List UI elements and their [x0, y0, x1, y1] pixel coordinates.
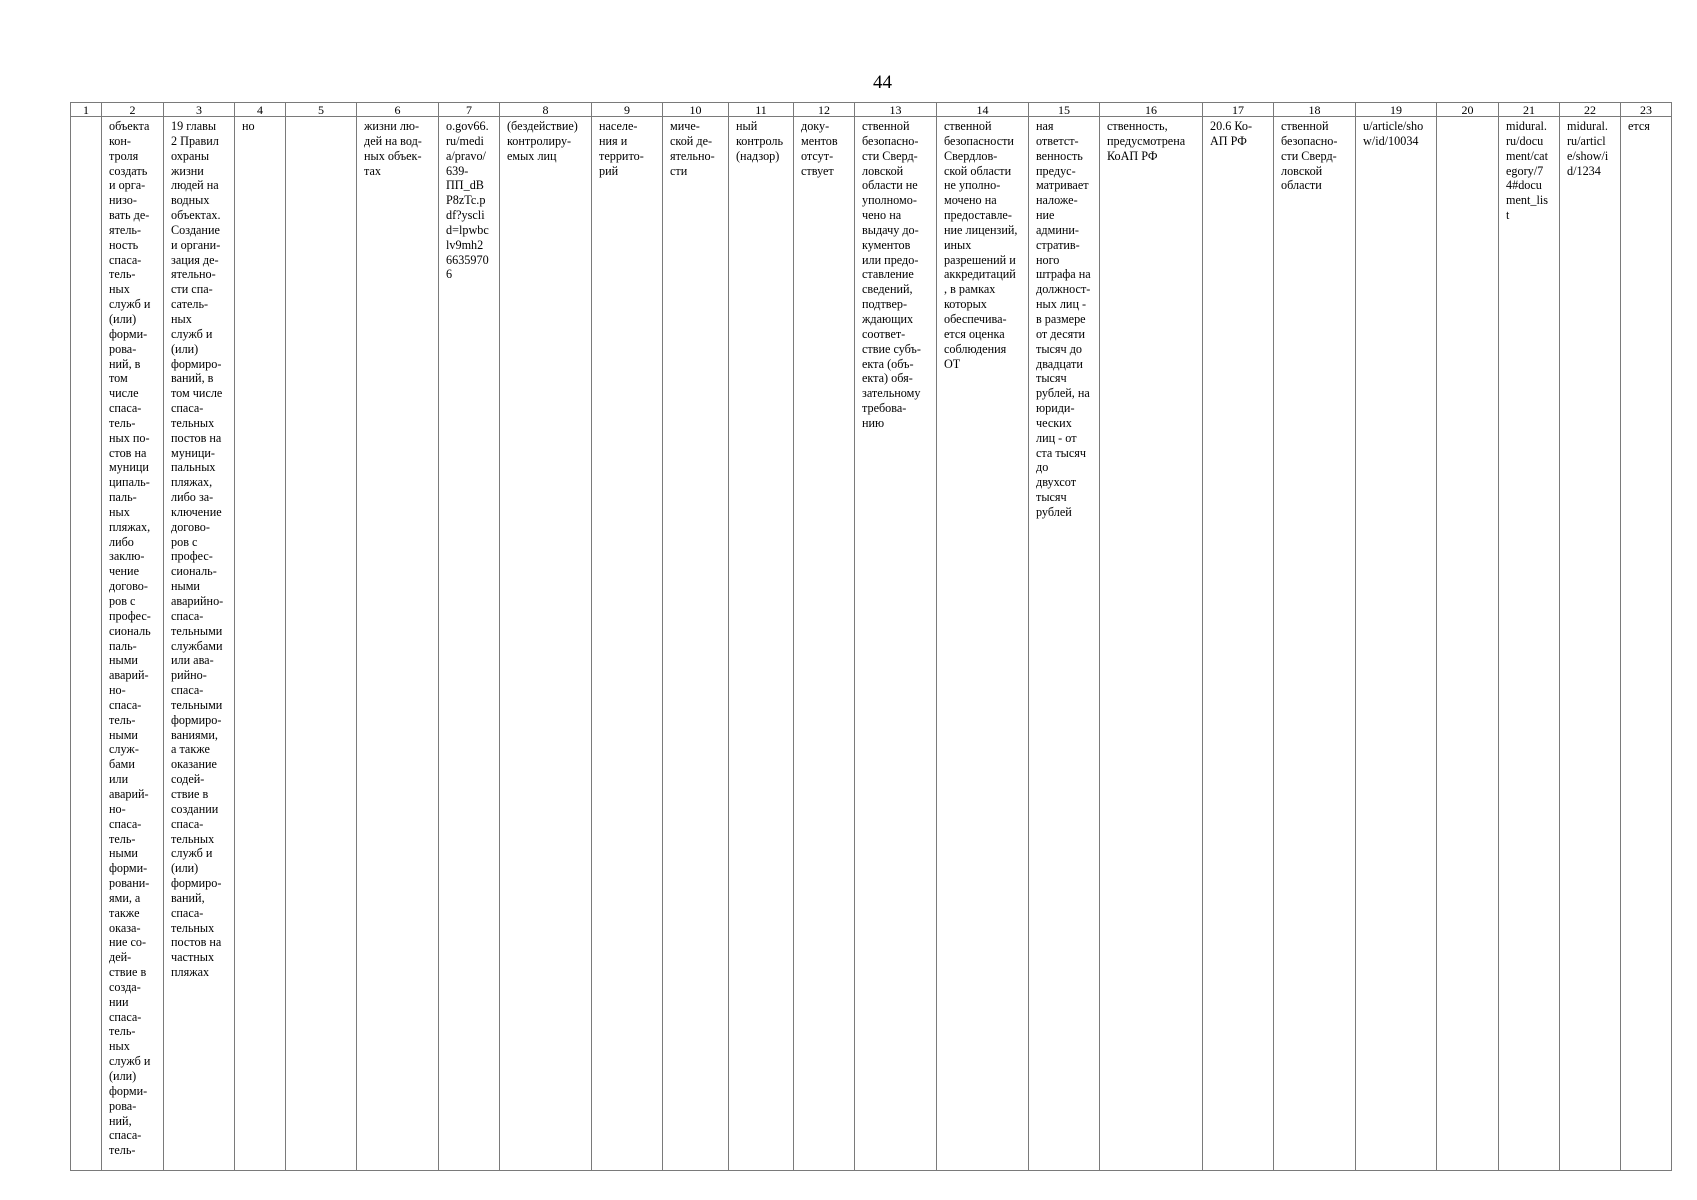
table-cell: ственность, предусмотрена КоАП РФ	[1100, 117, 1203, 1171]
document-table	[70, 102, 1672, 1171]
table-cell: midural. ru/articl e/show/i d/1234	[1560, 117, 1621, 1171]
column-header: 18	[1274, 103, 1356, 117]
column-header: 17	[1203, 103, 1274, 117]
page-number: 44	[873, 72, 892, 93]
column-header: 9	[592, 103, 663, 117]
table-cell: midural. ru/docu ment/cat egory/7 4#docu ment_lis t	[1499, 117, 1560, 1171]
table-cell: ственной безопасно- сти Сверд- ловской области	[1274, 117, 1356, 1171]
column-header: 5	[286, 103, 357, 117]
column-header: 23	[1621, 103, 1672, 117]
column-header: 1	[71, 103, 102, 117]
column-header: 12	[794, 103, 855, 117]
header-row	[71, 103, 1672, 117]
table-cell: 20.6 Ко- АП РФ	[1203, 117, 1274, 1171]
column-header: 22	[1560, 103, 1621, 117]
column-header: 6	[357, 103, 439, 117]
table-cell: ственной безопасно- сти Сверд- ловской области не уполномо- чено на выдачу до- кументов или предо- ставление сведений, подтвер- ждающих соответ- ствие субъ- екта (объ- екта) обя- зательному требова- нию	[855, 117, 937, 1171]
column-header: 20	[1437, 103, 1499, 117]
table-cell: объекта кон- троля создать и орга- низо- вать де- ятель- ность спаса- тель- ных служб и (или) форми- рова- ний, в том числе спаса- тель- ных по- стов на муници ципаль- паль- ных пляжах, либо заклю- чение догово- ров с профес- сиональ паль- ными аварий- но- спаса- тель- ными служ- бами или аварий- но- спаса- тель- ными форми- ровани- ями, а также оказа- ние со- дей- ствие в созда- нии спаса- тель- ных служб и (или) форми- рова- ний, спаса- тель-	[102, 117, 164, 1171]
column-header: 13	[855, 103, 937, 117]
column-header: 15	[1029, 103, 1100, 117]
table-cell: жизни лю- дей на вод- ных объек- тах	[357, 117, 439, 1171]
table-cell	[1437, 117, 1499, 1171]
column-header: 7	[439, 103, 500, 117]
table-cell	[71, 117, 102, 1171]
column-header: 19	[1356, 103, 1437, 117]
table-cell: населе- ния и террито- рий	[592, 117, 663, 1171]
table-cell	[286, 117, 357, 1171]
table-cell: ная ответст- венность предус- матривает наложе- ние админи- стратив- ного штрафа на должност- ных лиц - в размере от десяти тысяч до двадцати тысяч рублей, на юриди- ческих лиц - от ста тысяч до двухсот тысяч рублей	[1029, 117, 1100, 1171]
table-cell: доку- ментов отсут- ствует	[794, 117, 855, 1171]
column-header: 4	[235, 103, 286, 117]
column-header: 3	[164, 103, 235, 117]
column-header: 16	[1100, 103, 1203, 117]
column-header: 11	[729, 103, 794, 117]
table-cell: ется	[1621, 117, 1672, 1171]
table-cell: (бездействие) контролиру- емых лиц	[500, 117, 592, 1171]
table-row	[71, 117, 1672, 1171]
table-cell: миче- ской де- ятельно- сти	[663, 117, 729, 1171]
column-header: 21	[1499, 103, 1560, 117]
table-cell: но	[235, 117, 286, 1171]
table-cell: ственной безопасности Свердлов- ской области не уполно- мочено на предоставле- ние лицензий, иных разрешений и аккредитаций , в рамках которых обеспечива- ется оценка соблюдения ОТ	[937, 117, 1029, 1171]
column-header: 10	[663, 103, 729, 117]
table-cell: o.gov66. ru/medi a/pravo/ 639- ПП_dB P8zTc.p df?yscli d=lpwbc lv9mh2 6635970 6	[439, 117, 500, 1171]
column-header: 14	[937, 103, 1029, 117]
table-cell: ный контроль (надзор)	[729, 117, 794, 1171]
column-header: 2	[102, 103, 164, 117]
table-cell: u/article/sho w/id/10034	[1356, 117, 1437, 1171]
column-header: 8	[500, 103, 592, 117]
table-cell: 19 главы 2 Правил охраны жизни людей на водных объектах. Создание и органи- зация де- ятельно- сти спа- сатель- ных служб и (или) формиро- ваний, в том числе спаса- тельных постов на муници- пальных пляжах, либо за- ключение догово- ров с профес- сиональ- ными аварийно- спаса- тельными службами или ава- рийно- спаса- тельными формиро- ваниями, а также оказание содей- ствие в создании спаса- тельных служб и (или) формиро- ваний, спаса- тельных постов на частных пляжах	[164, 117, 235, 1171]
